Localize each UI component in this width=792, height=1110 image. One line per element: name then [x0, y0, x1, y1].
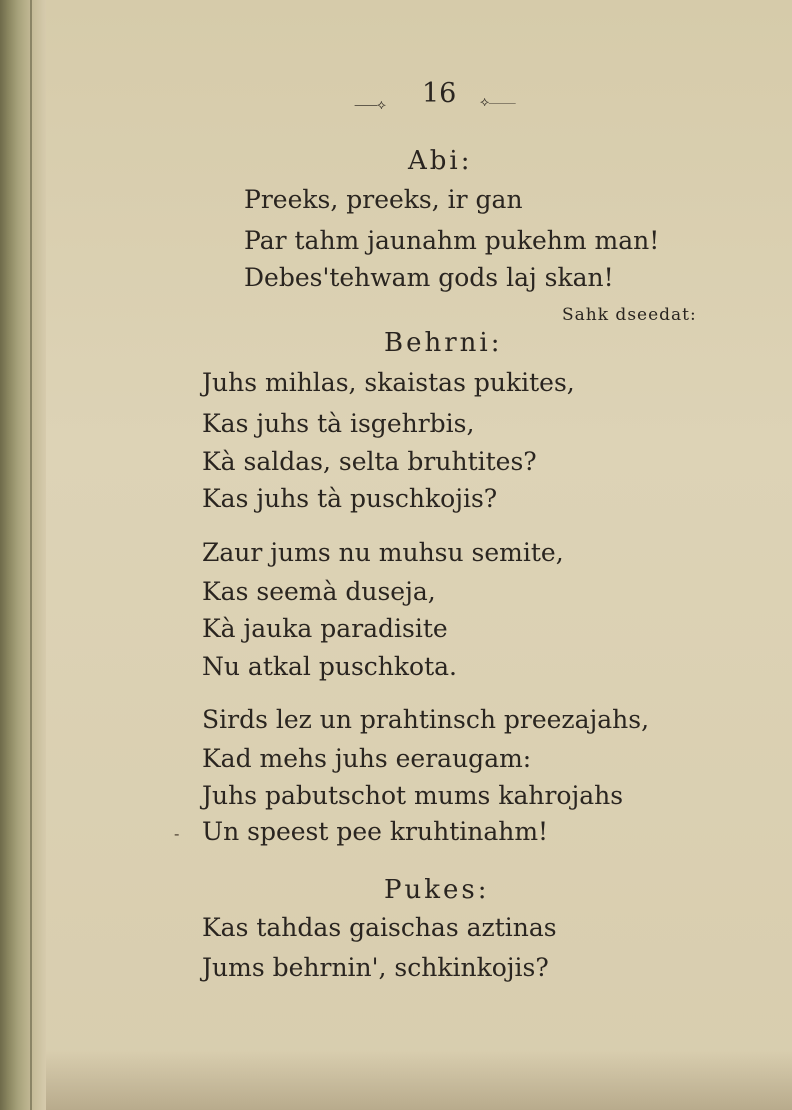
binding-edge: [30, 0, 32, 1110]
stage-direction: Sahk dseedat:: [562, 305, 697, 325]
verse-line: Sirds lez un prahtinsch preezajahs,: [202, 705, 650, 734]
verse-line: Kà jauka paradisite: [202, 614, 448, 643]
margin-mark: -: [174, 824, 180, 843]
verse-line: Juhs mihlas, skaistas pukites,: [202, 368, 575, 397]
page-header: [340, 78, 540, 114]
verse-line: Kà saldas, selta bruhtites?: [202, 447, 537, 476]
verse-line: Un speest pee kruhtinahm!: [202, 817, 549, 846]
verse-line: Debes'tehwam gods laj skan!: [244, 263, 614, 292]
ornament-left: ⸺⟡: [354, 97, 385, 113]
verse-line: Kas tahdas gaischas aztinas: [202, 913, 557, 942]
verse-line: Kad mehs juhs eeraugam:: [202, 744, 532, 773]
verse-line: Zaur jums nu muhsu semite,: [202, 538, 564, 567]
ornament-right: ⟡⸺: [480, 94, 516, 110]
speaker-abi: Abi:: [408, 146, 473, 176]
page-number: 16: [422, 78, 457, 109]
book-binding: [0, 0, 46, 1110]
verse-line: Jums behrnin', schkinkojis?: [202, 953, 549, 982]
verse-line: Preeks, preeks, ir gan: [244, 185, 523, 214]
speaker-pukes: Pukes:: [384, 875, 490, 905]
verse-line: Kas juhs tà puschkojis?: [202, 484, 498, 513]
verse-line: Kas seemà duseja,: [202, 577, 436, 606]
verse-line: Nu atkal puschkota.: [202, 652, 458, 681]
verse-line: Par tahm jaunahm pukehm man!: [244, 226, 660, 255]
speaker-behrni: Behrni:: [384, 328, 503, 358]
page-bottom-shadow: [46, 1050, 792, 1110]
verse-line: Kas juhs tà isgehrbis,: [202, 409, 475, 438]
verse-line: Juhs pabutschot mums kahrojahs: [202, 781, 624, 810]
